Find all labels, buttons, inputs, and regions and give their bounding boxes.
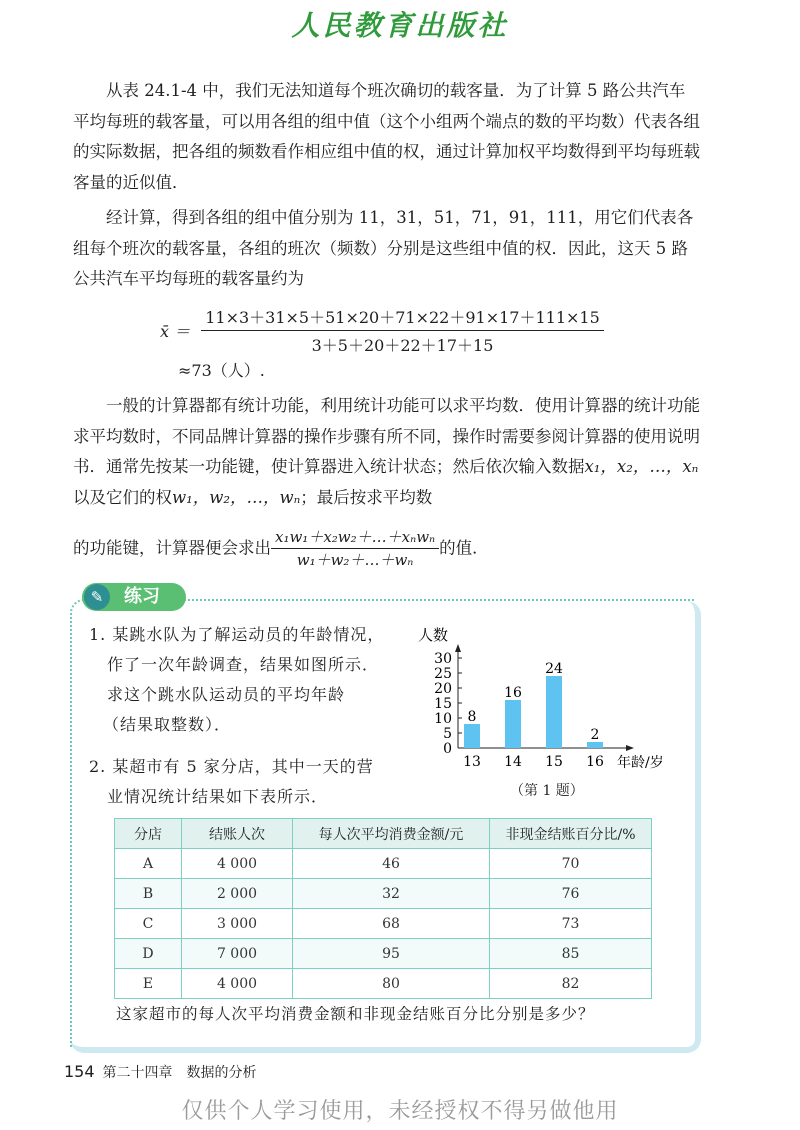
table-cell: 4 000 [182,969,293,999]
x-tick-label: 13 [463,754,481,770]
table-cell: 46 [293,849,490,879]
paragraph-4-start: 的功能键，计算器便会求出 [73,538,271,558]
paragraph-3-end: ；最后按求平均数 [300,487,433,507]
table-cell: 76 [490,879,652,909]
table-cell: E [115,969,182,999]
exercise-badge [82,583,186,611]
bars [464,661,603,748]
chart-xlabel: 年龄/岁 [617,755,664,771]
x-tick-label: 14 [504,754,522,770]
table-cell: A [115,849,182,879]
paragraph-2-text: 经计算，得到各组的组中值分别为 11，31，51，71，91，111，用它们代表各组每个班次的载客量，各组的班次（频数）分别是这些组中值的权．因此，这天 5 路公共汽车平均每班的载客量约为 [73,208,694,288]
x-axis-arrow [626,745,634,751]
question-2-line: 2. 某超市有 5 家分店，其中一天的营 [89,757,374,776]
question-1-line: 求这个跳水队运动员的平均年龄 [107,685,346,704]
table-row [115,969,652,999]
paragraph-4 [73,528,701,569]
table-cell: 80 [293,969,490,999]
paragraph-3-vars-w: w₁，w₂，…，wₙ [172,487,301,507]
bar-data-label: 2 [590,727,600,743]
chart-caption: （第 1 题） [510,783,584,799]
table-header: 每人次平均消费金额/元 [293,819,490,849]
y-axis-arrow [455,644,461,652]
table-cell: 4 000 [182,849,293,879]
weighted-mean-formula [160,305,604,356]
bar-age-14 [505,700,521,748]
page-footer [64,1062,257,1082]
y-tick-label: 25 [434,666,452,682]
table-header: 分店 [115,819,182,849]
table-header-row [115,819,652,849]
question-2-prompt: 这家超市的每人次平均消费金额和非现金结账百分比分别是多少？ [116,1005,595,1023]
table-row [115,939,652,969]
y-tick-label: 5 [443,726,452,742]
paragraph-3-text: 一般的计算器都有统计功能，利用统计功能可以求平均数．使用计算器的统计功能求平均数时，不同品牌计算器的操作步骤有所不同，操作时需要参阅计算器的使用说明书．通常先按某一功能键，使计算器进入统计状态；然后依次输入数据 [73,396,700,476]
formula-fraction [201,305,604,356]
paragraph-2 [73,203,701,295]
table-cell: 3 000 [182,909,293,939]
watermark: 仅供个人学习使用，未经授权不得另做他用 [181,1099,619,1124]
question-1-line: 作了一次年龄调查，结果如图所示． [107,655,380,674]
x-ticks [463,754,604,770]
table-cell: 7 000 [182,939,293,969]
bar-data-label: 8 [467,709,477,725]
question-1-line: 1. 某跳水队为了解运动员的年龄情况， [89,625,385,644]
table-cell: C [115,909,182,939]
table-header: 结账人次 [182,819,293,849]
bar-data-label: 16 [504,685,522,701]
y-tick-label: 0 [443,741,452,757]
question-2 [89,752,374,812]
y-tick-label: 20 [434,681,452,697]
table-cell: 70 [490,849,652,879]
question-2-line: 业情况统计结果如下表所示． [107,787,329,806]
pencil-icon: ✎ [84,584,110,610]
y-tick-label: 10 [434,711,452,727]
table-cell: 73 [490,909,652,939]
table-row [115,879,652,909]
exercise-badge-label: 练习 [124,586,160,607]
paragraph-1-text: 从表 24.1-4 中，我们无法知道每个班次确切的载客量．为了计算 5 路公共汽车平均每班的载客量，可以用各组的组中值（这个小组两个端点的数的平均数）代表各组的实际数据，把各组的频数看作相应组中值的权，通过计算加权平均数得到平均每班载客量的近似值． [73,81,700,192]
paragraph-4-numerator: x₁w₁＋x₂w₂＋…＋xₙwₙ [271,528,439,549]
table-cell: 82 [490,969,652,999]
page-number: 154 [64,1062,95,1081]
formula-denominator: 3＋5＋20＋22＋17＋15 [311,336,494,355]
bar-age-13 [464,724,480,748]
table-cell: D [115,939,182,969]
paragraph-1 [73,76,701,198]
bar-data-label: 24 [545,661,563,677]
x-tick-label: 15 [545,754,563,770]
table-row [115,849,652,879]
chart-ylabel: 人数 [418,626,449,644]
table-cell: 2 000 [182,879,293,909]
x-tick-label: 16 [586,754,604,770]
formula-numerator: 11×3＋31×5＋51×20＋71×22＋91×17＋111×15 [201,305,604,331]
sales-table [114,818,652,999]
paragraph-4-fraction [271,528,439,569]
paragraph-4-denominator: w₁＋w₂＋…＋wₙ [296,551,414,569]
table-cell: 85 [490,939,652,969]
age-bar-chart [410,618,690,778]
y-tick-label: 30 [434,651,452,667]
bar-age-15 [546,676,562,748]
table-cell: 32 [293,879,490,909]
y-tick-label: 15 [434,696,452,712]
table-cell: 68 [293,909,490,939]
table-header: 非现金结账百分比/% [490,819,652,849]
paragraph-4-end: 的值． [439,538,489,558]
paragraph-3-vars-x: x₁，x₂，…，xₙ [584,457,699,476]
formula-lhs: x̄ ＝ [160,322,191,341]
table-row [115,909,652,939]
paragraph-3-mid: 以及它们的权 [73,487,172,507]
question-1 [89,620,384,740]
question-1-line: （结果取整数）． [103,715,232,734]
table-cell: 95 [293,939,490,969]
formula-approx: ≈73（人）. [178,361,265,380]
publisher-logo: 人民教育出版社 [291,9,509,42]
table-cell: B [115,879,182,909]
chapter-title: 第二十四章 数据的分析 [102,1065,257,1081]
paragraph-3 [73,391,701,513]
